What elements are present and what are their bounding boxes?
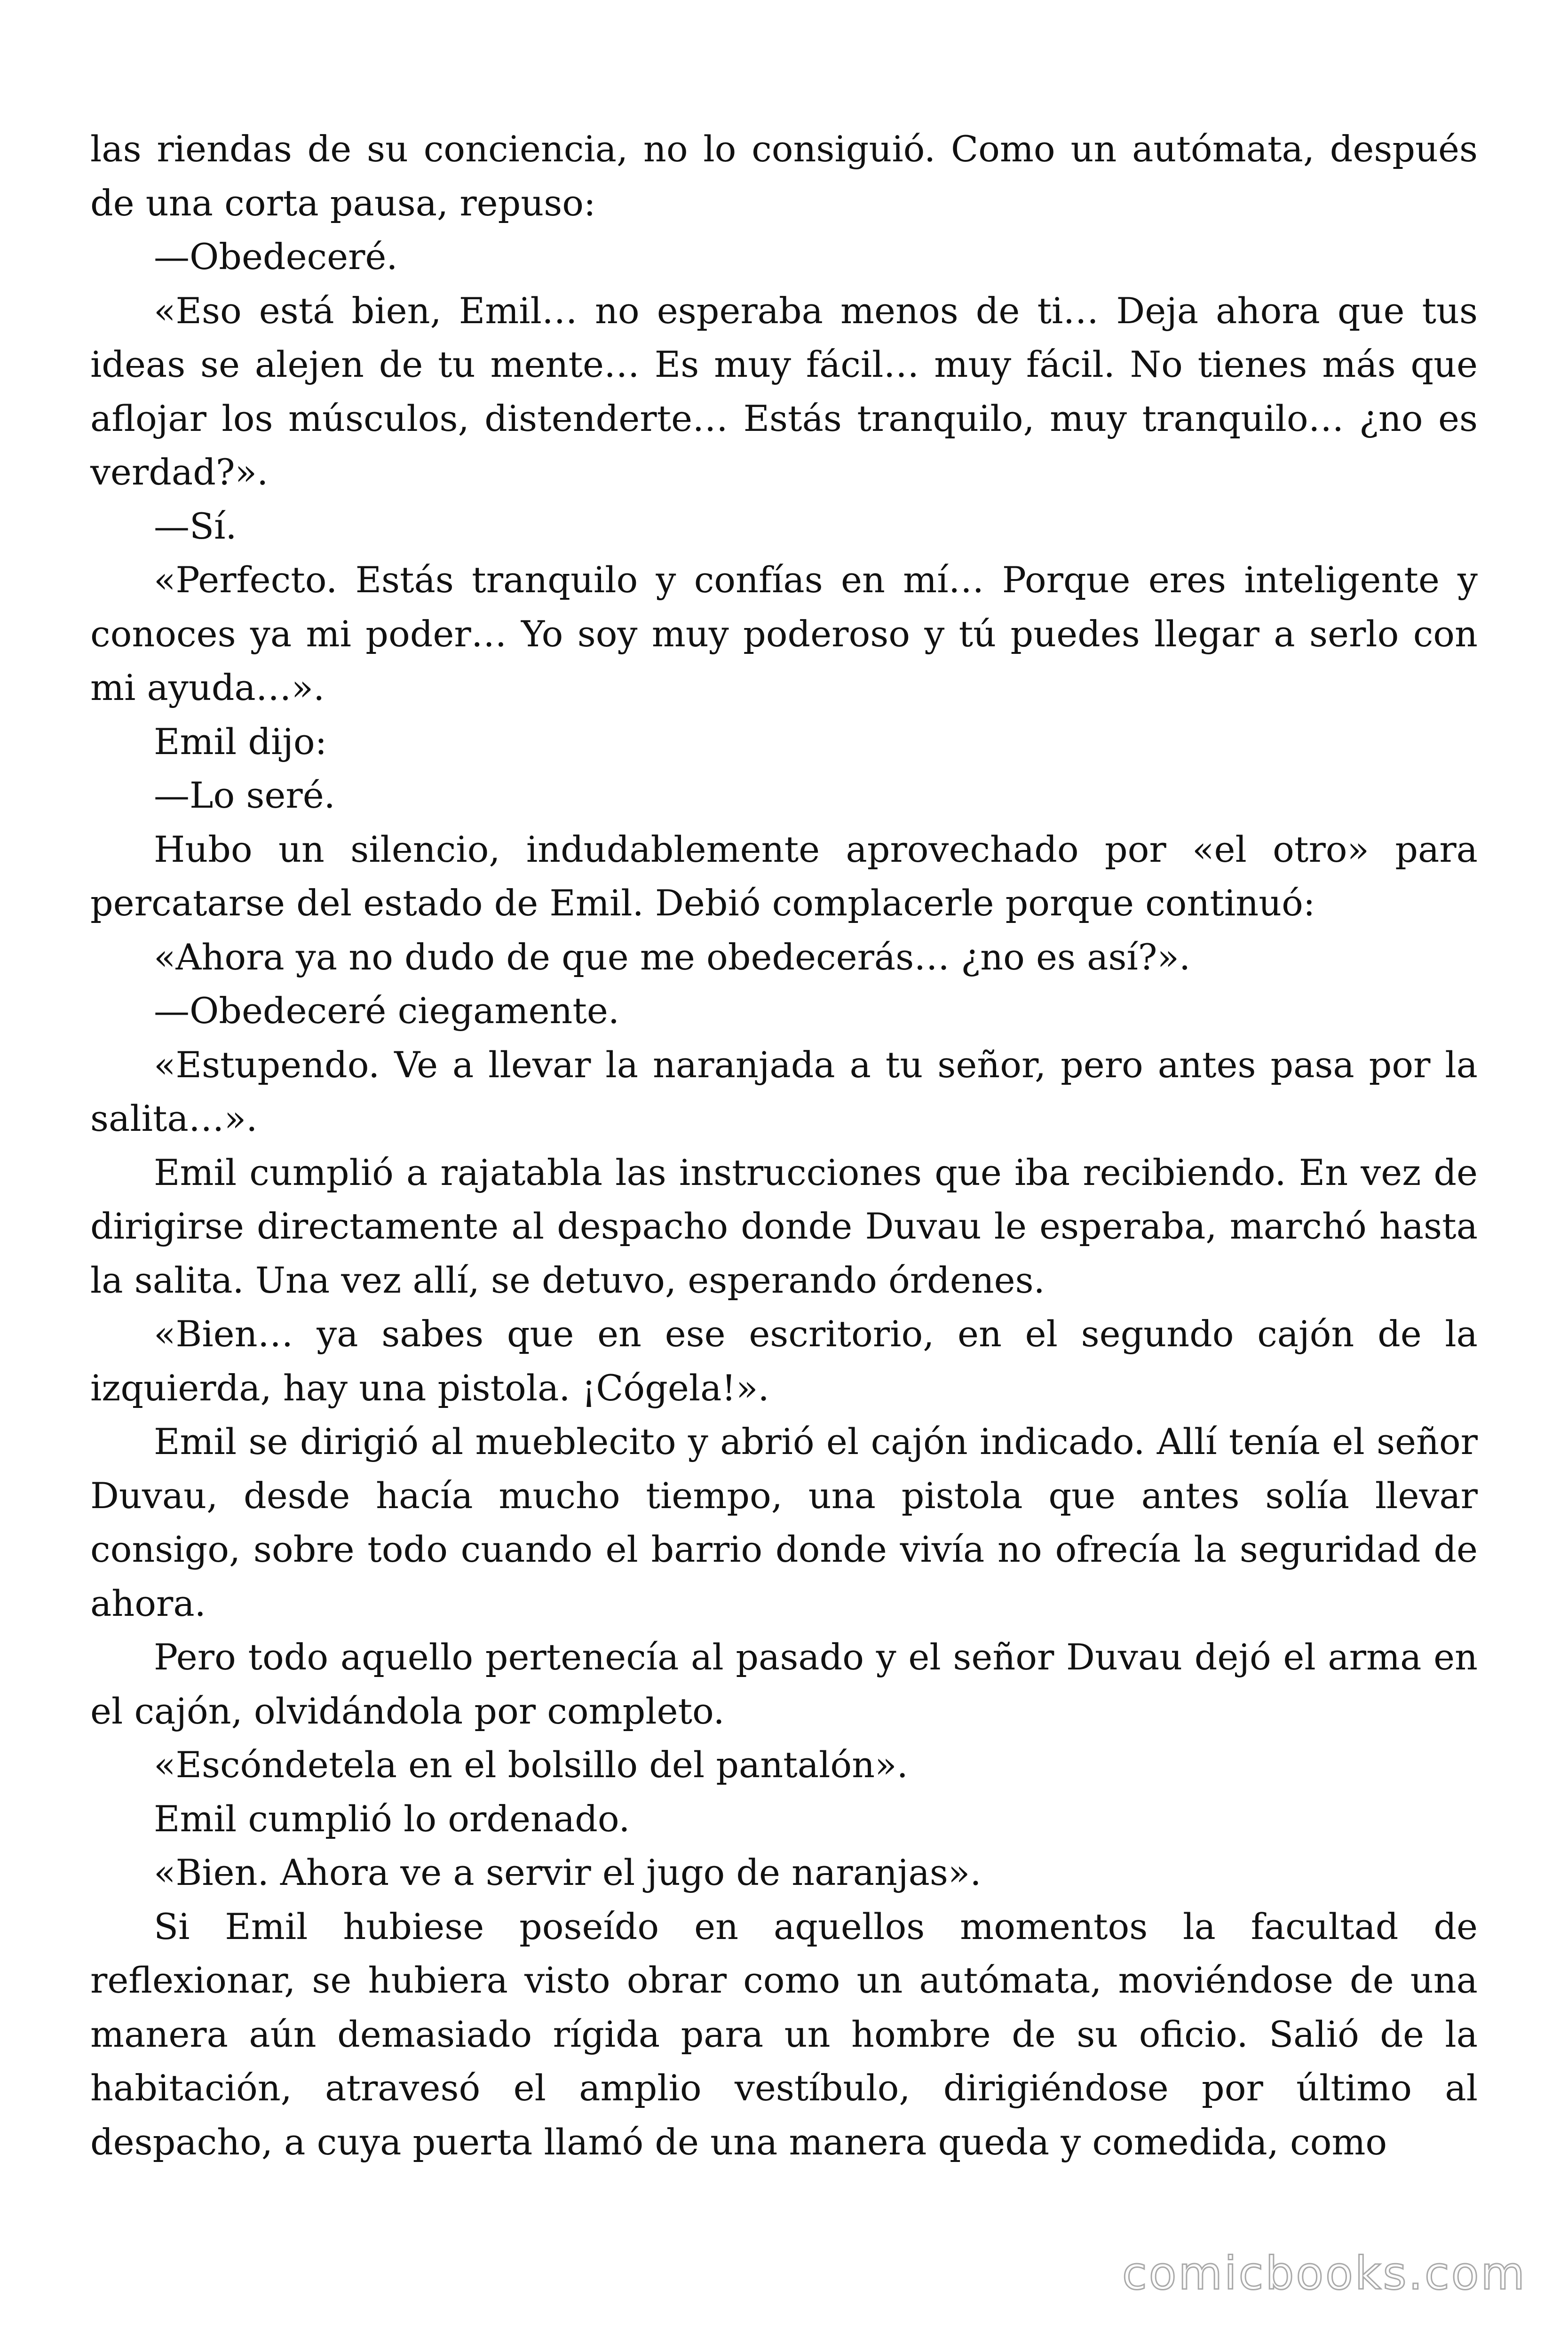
paragraph: «Bien. Ahora ve a servir el jugo de naranjas».	[154, 1851, 982, 1893]
paragraph: Pero todo aquello pertenecía al pasado y el señor Duvau dejó el arma en el cajón, olvidándola por completo.	[90, 1636, 1478, 1732]
paragraph: —Sí.	[154, 505, 237, 547]
body-text	[90, 122, 1478, 2169]
paragraph: «Bien… ya sabes que en ese escritorio, en el segundo cajón de la izquierda, hay una pistola. ¡Cógela!».	[90, 1313, 1478, 1409]
paragraph: «Escóndetela en el bolsillo del pantalón».	[154, 1744, 908, 1786]
paragraph: Emil se dirigió al mueblecito y abrió el cajón indicado. Allí tenía el señor Duvau, desde hacía mucho tiempo, una pistola que antes solía llevar consigo, sobre todo cuando el barrio donde vivía no ofrecía la seguridad de ahora.	[90, 1421, 1478, 1624]
paragraph: Emil cumplió lo ordenado.	[154, 1797, 630, 1840]
paragraph: —Lo seré.	[154, 774, 335, 816]
paragraph: Hubo un silencio, indudablemente aprovechado por «el otro» para percatarse del estado de Emil. Debió complacerle porque continuó:	[90, 828, 1478, 924]
paragraph: Si Emil hubiese poseído en aquellos momentos la facultad de reflexionar, se hubiera visto obrar como un autómata, moviéndose de una manera aún demasiado rígida para un hombre de su oficio. Salió de la habitación, atravesó el amplio vestíbulo, dirigiéndose por último al despacho, a cuya puerta llamó de una manera queda y comedida, como	[90, 1905, 1478, 2163]
paragraph: Emil cumplió a rajatabla las instrucciones que iba recibiendo. En vez de dirigirse directamente al despacho donde Duvau le esperaba, marchó hasta la salita. Una vez allí, se detuvo, esperando órdenes.	[90, 1151, 1478, 1301]
paragraph: «Perfecto. Estás tranquilo y confías en mí… Porque eres inteligente y conoces ya mi poder… Yo soy muy poderoso y tú puedes llegar a serlo con mi ayuda…».	[90, 559, 1478, 708]
watermark: comicbooks.com	[1122, 2247, 1527, 2300]
paragraph: «Ahora ya no dudo de que me obedecerás… ¿no es así?».	[154, 936, 1191, 978]
paragraph: Emil dijo:	[154, 720, 327, 763]
paragraph: las riendas de su conciencia, no lo consiguió. Como un autómata, después de una corta pausa, repuso:	[90, 128, 1478, 224]
paragraph: —Obedeceré ciegamente.	[154, 990, 620, 1032]
paragraph: «Eso está bien, Emil… no esperaba menos de ti… Deja ahora que tus ideas se alejen de tu mente… Es muy fácil… muy fácil. No tienes más que aflojar los músculos, distenderte… Estás tranquilo, muy tranquilo… ¿no es verdad?».	[90, 289, 1478, 493]
paragraph: —Obedeceré.	[154, 236, 398, 278]
paragraph: «Estupendo. Ve a llevar la naranjada a tu señor, pero antes pasa por la salita…».	[90, 1043, 1478, 1139]
